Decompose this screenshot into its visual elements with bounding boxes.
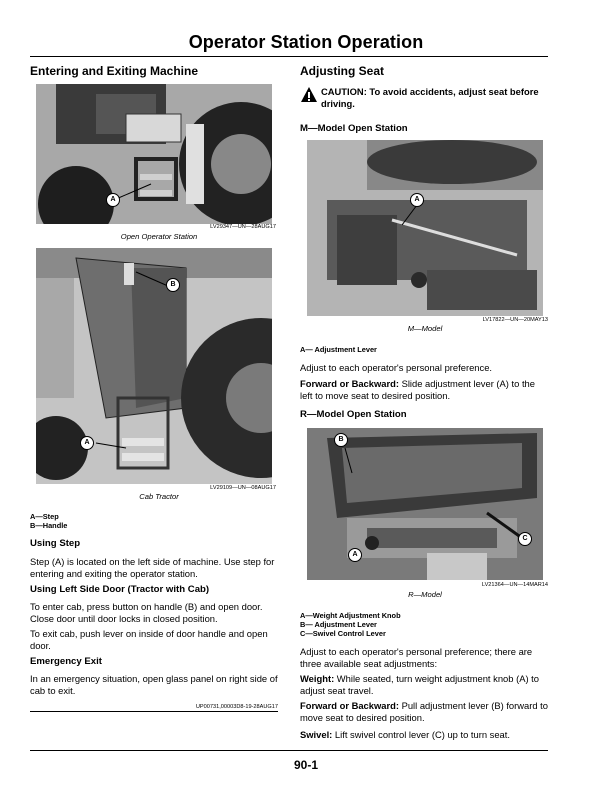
section-title-seat: Adjusting Seat: [300, 64, 385, 78]
r-model-fb-label: Forward or Backward:: [300, 700, 399, 711]
m-model-fb-text: Slide adjustment lever (A) to the left to move seat to desired position.: [300, 378, 535, 401]
callout-a-m-model: A: [410, 193, 424, 207]
callout-a-r-model: A: [348, 548, 362, 562]
doc-code: UP00731,00003D8-19-28AUG17: [195, 704, 278, 710]
cab-tractor-photo: [36, 248, 272, 484]
r-model-fb: [300, 700, 550, 724]
open-station-photo: [36, 84, 272, 224]
fig1-code: LV29347—UN—28AUG17: [210, 224, 276, 230]
warning-icon: [300, 86, 318, 104]
heading-using-step: Using Step: [30, 538, 81, 549]
callout-a-fig2: A: [80, 436, 94, 450]
legend-weight-knob: A—Weight Adjustment Knob: [300, 611, 401, 620]
fig2-code: LV29109—UN—08AUG17: [210, 485, 276, 491]
r-model-swivel: [300, 729, 550, 741]
heading-m-model: M—Model Open Station: [300, 123, 408, 134]
r-model-weight-text: While seated, turn weight adjustment knob (A) to adjust seat travel.: [300, 673, 539, 696]
legend-adjustment-lever-r: B— Adjustment Lever: [300, 620, 377, 629]
page-title: Operator Station Operation: [188, 32, 424, 52]
left-bottom-rule: [30, 711, 278, 712]
m-model-text: Adjust to each operator's personal preference.: [300, 362, 493, 373]
legend-adjustment-lever: A— Adjustment Lever: [300, 345, 377, 354]
left-door-para2: To exit cab, push lever on inside of door handle and open door.: [30, 628, 268, 651]
caution-text: CAUTION: To avoid accidents, adjust seat before driving.: [321, 86, 539, 109]
footer-rule: [30, 750, 548, 751]
emergency-text: In an emergency situation, open glass panel on right side of cab to exit.: [30, 673, 278, 696]
section-title-entering: Entering and Exiting Machine: [30, 64, 199, 78]
legend-swivel-lever: C—Swivel Control Lever: [300, 629, 386, 638]
r-model-caption: R—Model: [408, 590, 442, 599]
m-model-photo: [307, 140, 543, 316]
callout-b-fig2: B: [166, 278, 180, 292]
callout-b-r-model: B: [334, 433, 348, 447]
heading-r-model: R—Model Open Station: [300, 409, 407, 420]
r-model-photo: [307, 428, 543, 580]
r-model-weight: [300, 673, 550, 697]
r-model-text: Adjust to each operator's personal preference; there are three available seat adjustments:: [300, 646, 533, 669]
r-model-swivel-text: Lift swivel control lever (C) up to turn seat.: [332, 729, 510, 740]
r-model-code: LV21364—UN—14MAR14: [481, 582, 548, 588]
m-model-caption: M—Model: [407, 324, 443, 333]
legend-step: A—Step: [30, 512, 59, 521]
legend-handle: B—Handle: [30, 521, 68, 530]
page-number: 90-1: [293, 758, 319, 772]
r-model-fb-text: Pull adjustment lever (B) forward to move seat to desired position.: [300, 700, 549, 723]
r-model-weight-label: Weight:: [300, 673, 335, 684]
using-step-text: Step (A) is located on the left side of machine. Use step for entering and exiting the operator station.: [30, 556, 275, 579]
r-model-swivel-label: Swivel:: [300, 729, 333, 740]
fig2-caption: Cab Tractor: [139, 492, 179, 501]
m-model-fb-label: Forward or Backward:: [300, 378, 399, 389]
callout-a-fig1: A: [106, 193, 120, 207]
left-door-para1: To enter cab, press button on handle (B) and open door. Close door until door locks in closed position.: [30, 601, 263, 624]
title-rule: [30, 56, 548, 57]
m-model-fb: [300, 378, 550, 402]
heading-emergency: Emergency Exit: [30, 656, 102, 667]
fig1-caption: Open Operator Station: [120, 232, 198, 241]
callout-c-r-model: C: [518, 532, 532, 546]
m-model-code: LV17822—UN—20MAY13: [482, 317, 548, 323]
heading-left-door: Using Left Side Door (Tractor with Cab): [30, 584, 210, 595]
